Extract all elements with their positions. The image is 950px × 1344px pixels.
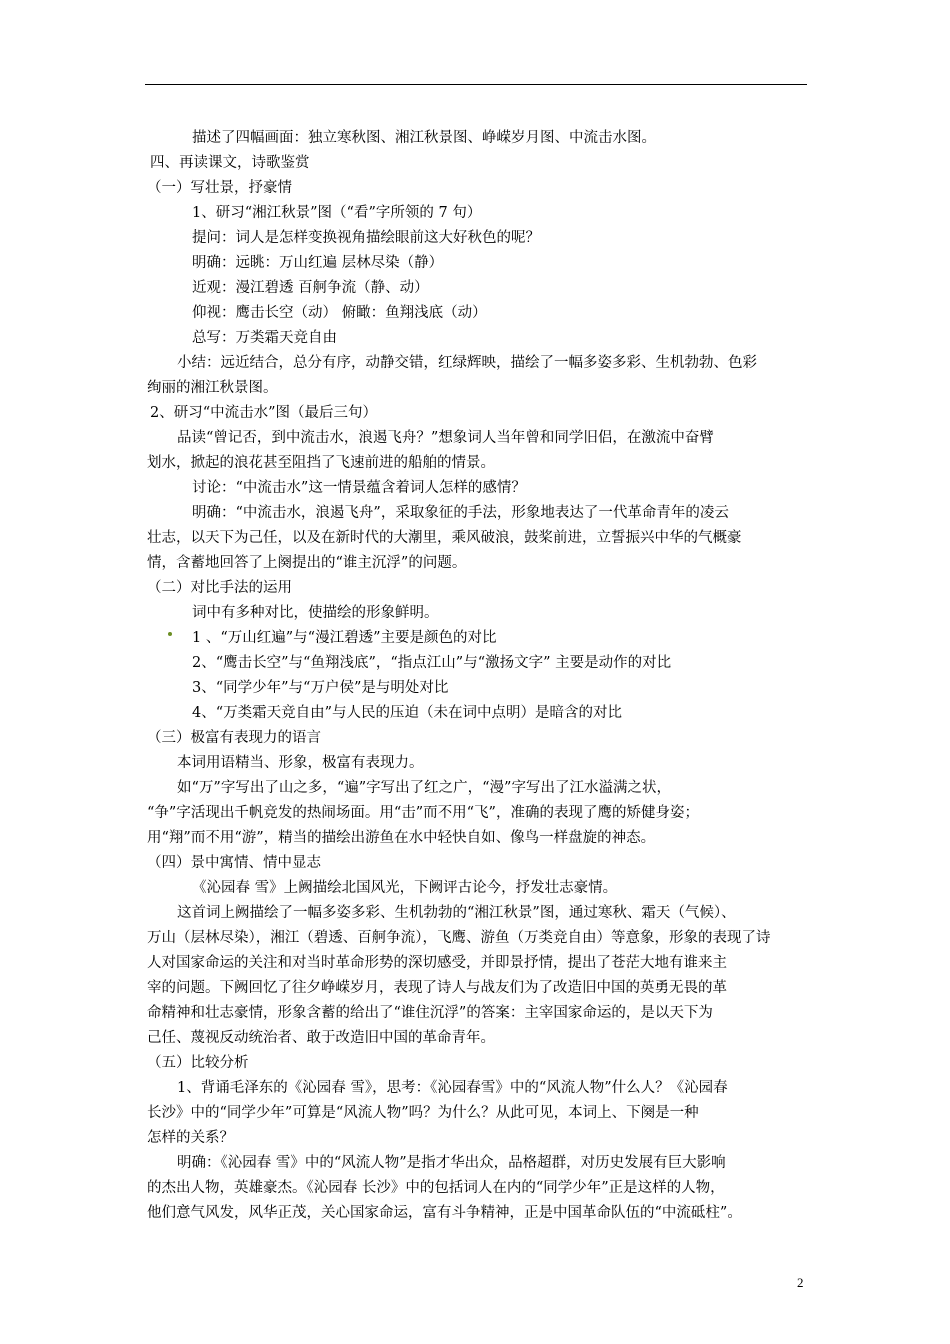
text-line: 明确：远眺：万山红遍 层林尽染（静） bbox=[192, 255, 444, 271]
text-line: 3、“同学少年”与“万户侯”是与明处对比 bbox=[192, 680, 449, 696]
text-line: 用“翔”而不用“游”，精当的描绘出游鱼在水中轻快自如、像鸟一样盘旋的神态。 bbox=[147, 830, 656, 846]
text-line: 这首词上阙描绘了一幅多姿多彩、生机勃勃的“湘江秋景”图，通过寒秋、霜天（气候）、 bbox=[177, 905, 736, 921]
text-line: 人对国家命运的关注和对当时革命形势的深切感受，并即景抒情，提出了苍茫大地有谁来主 bbox=[147, 955, 727, 971]
text-line: 划水，掀起的浪花甚至阻挡了飞速前进的船舶的情景。 bbox=[147, 455, 495, 471]
text-line: 1、背诵毛泽东的《沁园春 雪》，思考：《沁园春雪》中的“风流人物”什么人？《沁园春 bbox=[177, 1080, 728, 1096]
text-line: 命精神和壮志豪情，形象含蓄的给出了“谁住沉浮”的答案：主宰国家命运的，是以天下为 bbox=[147, 1005, 713, 1021]
subsection-heading: （一）写壮景，抒豪情 bbox=[147, 180, 292, 196]
text-line: 长沙》中的“同学少年”可算是“风流人物”吗？为什么？从此可见，本词上、下阕是一种 bbox=[147, 1105, 699, 1121]
header-rule bbox=[145, 84, 807, 85]
text-line: 如“万”字写出了山之多，“遍”字写出了红之广，“漫”字写出了江水溢满之状， bbox=[177, 780, 671, 796]
text-line: 己任、蔑视反动统治者、敢于改造旧中国的革命青年。 bbox=[147, 1030, 495, 1046]
text-line: 4、“万类霜天竞自由”与人民的压迫（未在词中点明）是暗含的对比 bbox=[192, 705, 623, 721]
text-line: 1 、“万山红遍”与“漫江碧透”主要是颜色的对比 bbox=[192, 630, 497, 646]
text-line: 词中有多种对比，使描绘的形象鲜明。 bbox=[192, 605, 439, 621]
text-line: 近观：漫江碧透 百舸争流（静、动） bbox=[192, 280, 429, 296]
section-heading: 四、再读课文，诗歌鉴赏 bbox=[150, 155, 310, 171]
text-line: “争”字活现出千帆竞发的热闹场面。用“击”而不用“飞”，准确的表现了鹰的矫健身姿； bbox=[147, 805, 699, 821]
text-line: 讨论：“中流击水”这一情景蕴含着词人怎样的感情？ bbox=[192, 480, 526, 496]
text-line: 他们意气风发，风华正茂，关心国家命运，富有斗争精神，正是中国革命队伍的“中流砥柱”。 bbox=[147, 1205, 742, 1221]
bullet-dot bbox=[168, 632, 172, 636]
text-line: 总写：万类霜天竞自由 bbox=[192, 330, 337, 346]
text-line: 万山（层林尽染），湘江（碧透、百舸争流），飞鹰、游鱼（万类竞自由）等意象，形象的表现了诗 bbox=[147, 930, 771, 946]
text-line: 仰视：鹰击长空（动） 俯瞰：鱼翔浅底（动） bbox=[192, 305, 487, 321]
text-line: 的杰出人物，英雄豪杰。《沁园春 长沙》中的包括词人在内的“同学少年”正是这样的人物， bbox=[147, 1180, 725, 1196]
text-line: 1、研习“湘江秋景”图（“看”字所领的 7 句） bbox=[192, 205, 482, 221]
text-line: 情，含蓄地回答了上阕提出的“谁主沉浮”的问题。 bbox=[147, 555, 467, 571]
text-line: 描述了四幅画面：独立寒秋图、湘江秋景图、峥嵘岁月图、中流击水图。 bbox=[192, 130, 656, 146]
text-line: 品读“曾记否，到中流击水，浪遏飞舟？”想象词人当年曾和同学旧侣，在激流中奋臂 bbox=[177, 430, 714, 446]
text-line: 提问：词人是怎样变换视角描绘眼前这大好秋色的呢？ bbox=[192, 230, 540, 246]
text-line: 怎样的关系？ bbox=[147, 1130, 234, 1146]
text-line: 小结：远近结合，总分有序，动静交错，红绿辉映，描绘了一幅多姿多彩、生机勃勃、色彩 bbox=[177, 355, 757, 371]
page-number: 2 bbox=[797, 1275, 804, 1290]
subsection-heading: （五）比较分析 bbox=[147, 1055, 249, 1071]
text-line: 明确：《沁园春 雪》中的“风流人物”是指才华出众，品格超群，对历史发展有巨大影响 bbox=[177, 1155, 726, 1171]
text-line: 《沁园春 雪》上阙描绘北国风光，下阙评古论今，抒发壮志豪情。 bbox=[192, 880, 618, 896]
text-line: 2、“鹰击长空”与“鱼翔浅底”，“指点江山”与“激扬文字” 主要是动作的对比 bbox=[192, 655, 672, 671]
subsection-heading: （二）对比手法的运用 bbox=[147, 580, 292, 596]
text-line: 明确：“中流击水，浪遏飞舟”，采取象征的手法，形象地表达了一代革命青年的凌云 bbox=[192, 505, 729, 521]
subsection-heading: （三）极富有表现力的语言 bbox=[147, 730, 321, 746]
subsection-heading: （四）景中寓情、情中显志 bbox=[147, 855, 321, 871]
text-line: 壮志，以天下为己任，以及在新时代的大潮里，乘风破浪，鼓桨前进，立誓振兴中华的气概豪 bbox=[147, 530, 742, 546]
text-line: 宰的问题。下阙回忆了往夕峥嵘岁月，表现了诗人与战友们为了改造旧中国的英勇无畏的革 bbox=[147, 980, 727, 996]
text-line: 绚丽的湘江秋景图。 bbox=[147, 380, 278, 396]
text-line: 2、研习“中流击水”图（最后三句） bbox=[150, 405, 378, 421]
text-line: 本词用语精当、形象，极富有表现力。 bbox=[177, 755, 424, 771]
